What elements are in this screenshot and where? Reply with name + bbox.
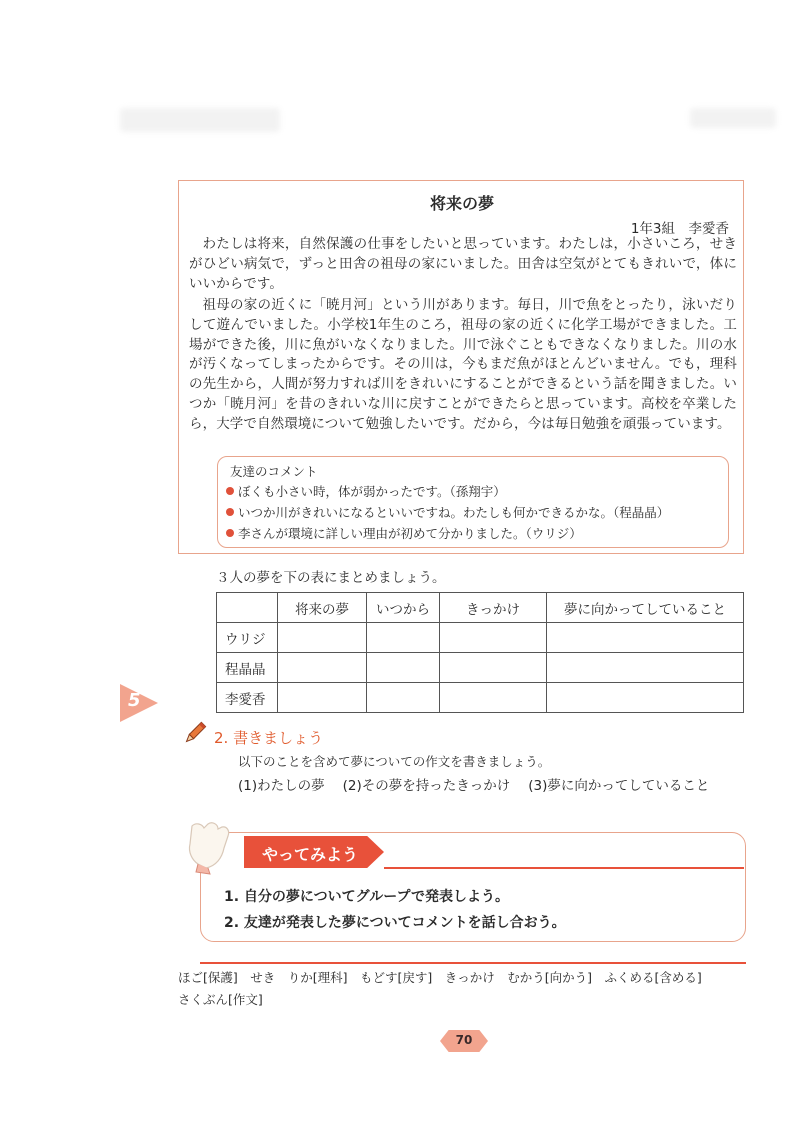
faded-header-left xyxy=(120,108,280,132)
writing-item: (1)わたしの夢 xyxy=(238,778,325,794)
table-cell xyxy=(278,623,367,653)
comment-item xyxy=(226,503,669,521)
summary-instruction: ３人の夢を下の表にまとめましょう。 xyxy=(216,570,446,586)
bullet-icon xyxy=(226,508,234,516)
writing-item: (3)夢に向かってしていること xyxy=(528,778,710,794)
section-2-title: 2. 書きましょう xyxy=(214,729,324,747)
table-row-header: 程晶晶 xyxy=(217,653,278,683)
activity-title: やってみよう xyxy=(262,845,359,864)
table-column-header: 夢に向かってしていること xyxy=(547,593,744,623)
table-column-header: きっかけ xyxy=(440,593,547,623)
section-2-items xyxy=(238,774,758,794)
pencil-icon xyxy=(182,720,208,746)
essay-author: 1年3組 李愛香 xyxy=(630,221,729,237)
comment-item xyxy=(226,482,506,500)
table-cell xyxy=(278,683,367,713)
table-cell xyxy=(367,683,440,713)
essay-paragraph-2: 祖母の家の近くに「暁月河」という川があります。毎日，川で魚をとったり，泳いだりして遊んでいました。小学校1年生のころ，祖母の家の近くに化学工場ができました。工場ができた後，川に魚がいなくなりました。川で泳ぐこともできなくなりました。川の水が汚くなってしまったからです。その川は，今もまだ魚がほとんどいません。でも，理科の先生から，人間が努力すれば川をきれいにすることができるという話を聞きました。いつか「暁月河」を昔のきれいな川に戻すことができたらと思っています。高校を卒業したら，大学で自然環境について勉強したいです。だから，今は毎日勉強を頑張っています。 xyxy=(189,297,737,432)
table-column-header: いつから xyxy=(367,593,440,623)
comment-text: 李さんが環境に詳しい理由が初めて分かりました。（ウリジ） xyxy=(238,526,582,541)
table-cell xyxy=(547,683,744,713)
table-cell xyxy=(440,623,547,653)
table-cell xyxy=(440,653,547,683)
essay-paragraph-1: わたしは将来，自然保護の仕事をしたいと思っています。わたしは，小さいころ，せきがひどい病気で，ずっと田舎の祖母の家にいました。田舎は空気がとてもきれいで，体にいいからです。 xyxy=(189,236,737,292)
table-cell xyxy=(278,653,367,683)
table-cell xyxy=(547,653,744,683)
comments-heading: 友達のコメント xyxy=(230,464,318,479)
table-column-header: 将来の夢 xyxy=(278,593,367,623)
activity-item: 2. 友達が発表した夢についてコメントを話し合おう。 xyxy=(224,915,566,931)
table-row xyxy=(217,623,744,653)
table-cell xyxy=(440,683,547,713)
vocabulary-divider xyxy=(200,962,746,964)
essay-box xyxy=(178,180,744,554)
table-row-header: 李愛香 xyxy=(217,683,278,713)
writing-item: (2)その夢を持ったきっかけ xyxy=(342,778,511,794)
faded-header-right xyxy=(690,108,776,128)
table-cell xyxy=(367,653,440,683)
bullet-icon xyxy=(226,529,234,537)
comment-text: いつか川がきれいになるといいですね。わたしも何かできるかな。（程晶晶） xyxy=(238,505,670,520)
comment-item xyxy=(226,524,582,542)
table-row xyxy=(217,683,744,713)
vocabulary-line-2: さくぶん[作文] xyxy=(178,992,263,1007)
comment-text: ぼくも小さい時，体が弱かったです。（孫翔宇） xyxy=(238,484,506,499)
table-header-row xyxy=(217,593,744,623)
comments-box xyxy=(217,456,729,548)
summary-table xyxy=(216,592,744,713)
table-row xyxy=(217,653,744,683)
table-row-header: ウリジ xyxy=(217,623,278,653)
activity-banner-line xyxy=(384,867,744,869)
glove-icon xyxy=(178,818,238,878)
activity-item: 1. 自分の夢についてグループで発表しよう。 xyxy=(224,889,509,905)
vocabulary-line-1: ほご[保護] せき りか[理科] もどす[戻す] きっかけ むかう[向かう] ふくめる[含める] xyxy=(178,970,702,985)
table-cell xyxy=(367,623,440,653)
section-2-description: 以下のことを含めて夢についての作文を書きましょう。 xyxy=(238,754,551,769)
table-cell xyxy=(547,623,744,653)
table-corner-cell xyxy=(217,593,278,623)
bullet-icon xyxy=(226,487,234,495)
page-number: 70 xyxy=(455,1033,473,1047)
essay-title: 将来の夢 xyxy=(429,194,494,213)
chapter-number: 5 xyxy=(128,690,141,711)
